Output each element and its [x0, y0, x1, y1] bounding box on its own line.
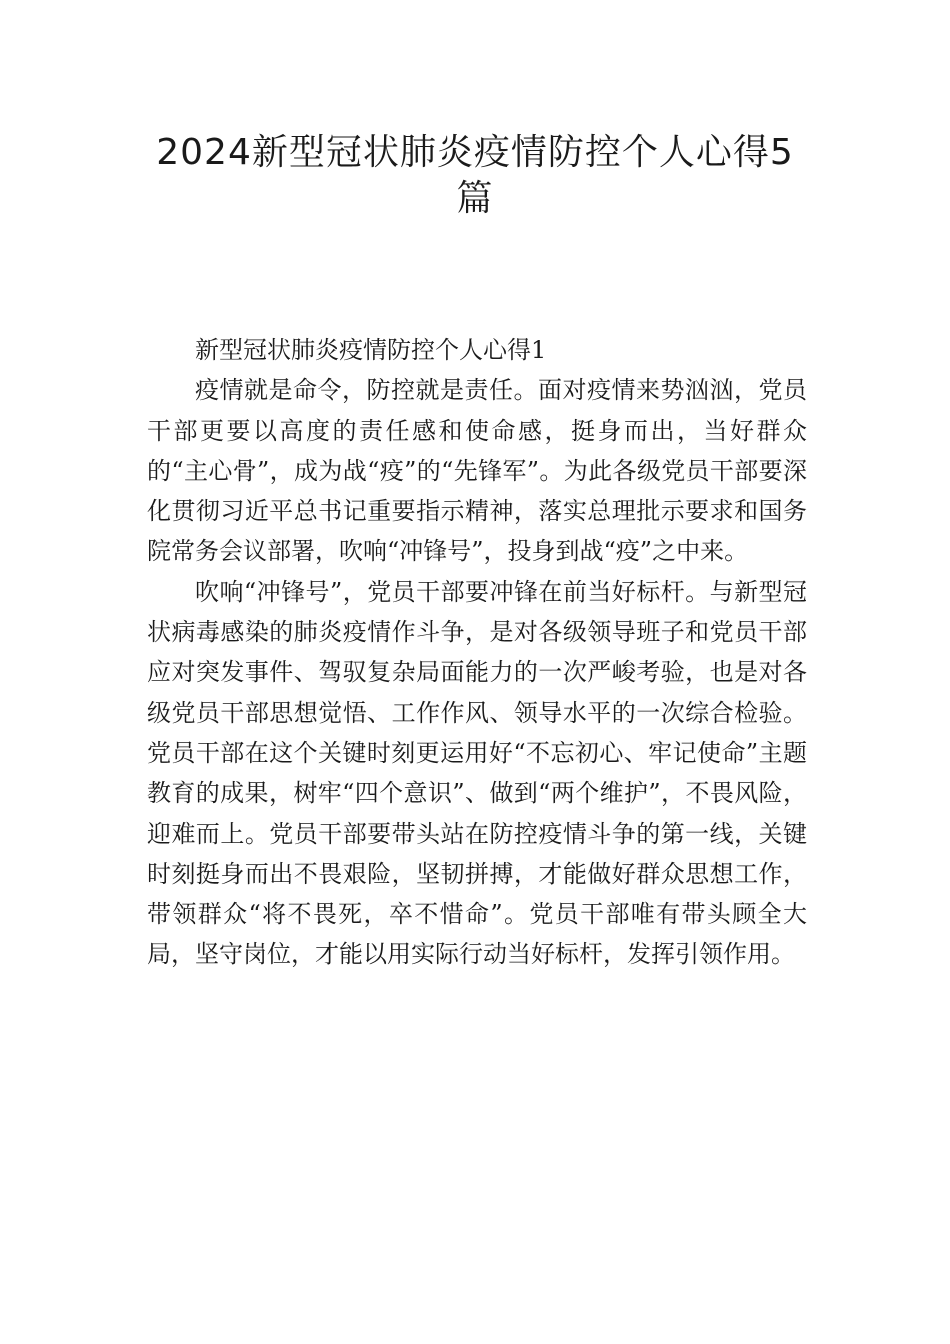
document-body: [147, 330, 807, 975]
paragraph-2: 吹响“冲锋号”，党员干部要冲锋在前当好标杆。与新型冠状病毒感染的肺炎疫情作斗争，是对各级领导班子和党员干部应对突发事件、驾驭复杂局面能力的一次严峻考验，也是对各级党员干部思想觉悟、工作作风、领导水平的一次综合检验。党员干部在这个关键时刻更运用好“不忘初心、牢记使命”主题教育的成果，树牢“四个意识”、做到“两个维护”，不畏风险，迎难而上。党员干部要带头站在防控疫情斗争的第一线，关键时刻挺身而出不畏艰险，坚韧拼搏，才能做好群众思想工作，带领群众“将不畏死，卒不惜命”。党员干部唯有带头顾全大局，坚守岗位，才能以用实际行动当好标杆，发挥引领作用。: [147, 577, 807, 969]
document-title: 2024新型冠状肺炎疫情防控个人心得5篇: [156, 132, 794, 219]
paragraph-1: 疫情就是命令，防控就是责任。面对疫情来势汹汹，党员干部更要以高度的责任感和使命感，挺身而出，当好群众的“主心骨”，成为战“疫”的“先锋军”。为此各级党员干部要深化贯彻习近平总书记重要指示精神，落实总理批示要求和国务院常务会议部署，吹响“冲锋号”，投身到战“疫”之中来。: [147, 376, 807, 566]
section-heading: 新型冠状肺炎疫情防控个人心得1: [195, 336, 547, 364]
